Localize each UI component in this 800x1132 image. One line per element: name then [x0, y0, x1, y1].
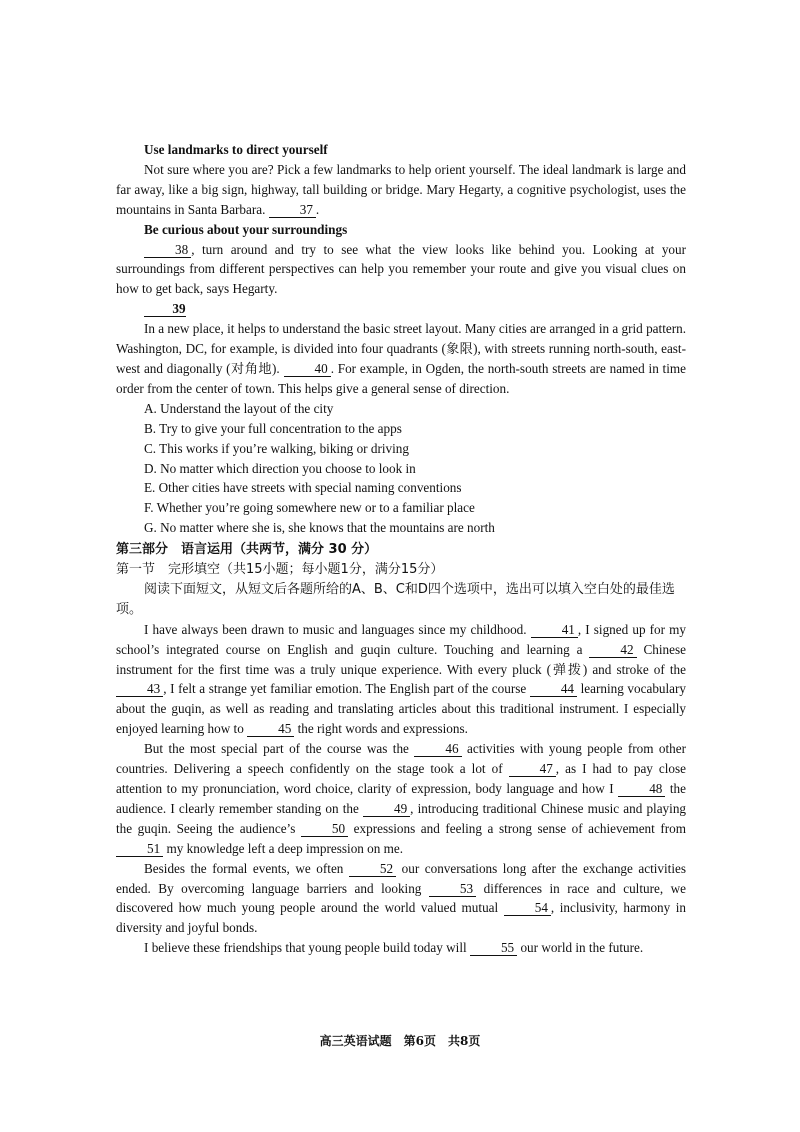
blank-49: 49: [363, 801, 410, 817]
cloze-text: the right words and expressions.: [297, 721, 468, 737]
cloze-text: activities with young people from other countries. Delivering a speech confidently on the stage took a lot of: [116, 741, 687, 777]
paragraph-text: . For example, in Ogden, the north-south streets are named in time order from the center of town. This helps give a general sense of direction.: [116, 360, 686, 396]
section1-title: 第一节 完形填空（共15小题；每小题1分，满分15分）: [116, 562, 444, 578]
blank-53: 53: [429, 881, 476, 897]
heading-landmarks: Use landmarks to direct yourself: [144, 142, 328, 157]
cloze-text: our conversations long after the exchange activities ended. By overcoming language barriers and looking: [116, 860, 687, 896]
option-d: D. No matter which direction you choose to look in: [144, 460, 416, 476]
option-b: B. Try to give your full concentration to the apps: [144, 420, 402, 436]
page-content: [116, 140, 686, 958]
blank-52: 52: [349, 861, 396, 877]
footer-page: 第6页: [403, 1034, 436, 1048]
page-footer: [0, 1032, 800, 1049]
cloze-paragraph-1: [116, 620, 686, 739]
footer-total: 共8页: [448, 1034, 481, 1048]
cloze-text: our world in the future.: [520, 940, 644, 956]
blank-54: 54: [504, 900, 551, 916]
footer-title: 高三英语试题: [319, 1034, 392, 1048]
blank-40: 40: [284, 361, 331, 377]
cloze-text: , as I had to pay close attention to my pronunciation, word choice, clarity of expression, body language and how I: [116, 761, 686, 796]
cloze-text: But the most special part of the course was the: [144, 741, 409, 757]
blank-48: 48: [618, 781, 665, 797]
blank-55: 55: [470, 940, 517, 956]
cloze-paragraph-2: [116, 739, 686, 858]
paragraph-text: In a new place, it helps to understand the basic street layout. Many cities are arranged in a grid pattern. Washington, DC, for example, is divided into four quadrants (象限), with streets running north-south, east-west and diagonally (对角地).: [116, 321, 686, 376]
blank-44: 44: [530, 681, 577, 697]
cloze-text: the audience. I clearly remember standing on the: [116, 781, 687, 816]
paragraph-layout: [116, 319, 686, 399]
heading-blank-39: [116, 299, 686, 319]
cloze-text: Chinese instrument for the first time was a truly unique experience. With every pluck (弹拨) and stroke of the: [116, 641, 686, 677]
cloze-text: , introducing traditional Chinese music and playing the guqin. Seeing the audience’s: [116, 800, 687, 836]
paragraph-landmarks: Not sure where you are? Pick a few landmarks to help orient yourself. The ideal landmark is large and far away, like a big sign, highway, tall building or bridge. Mary Hegarty, a cognitive psychologist, uses the mountains in Santa Barbara. 37 .: [116, 161, 686, 217]
cloze-text: expressions and feeling a strong sense of achievement from: [353, 820, 686, 836]
instructions: 阅读下面短文，从短文后各题所给的A、B、C和D四个选项中，选出可以填入空白处的最佳选项。: [116, 581, 675, 617]
paragraph-text: Not sure where you are? Pick a few landmarks to help orient yourself. The ideal landmark is large and far away, like a big sign, highway, tall building or bridge. Mary Hegarty, a cognitive psychologist, uses the mountains in Santa Barbara.: [116, 161, 686, 217]
blank-41: 41: [531, 622, 578, 638]
cloze-text: , I signed up for my school’s integrated course on English and guqin culture. Touching and learning a: [116, 621, 686, 657]
blank-51: 51: [116, 841, 163, 857]
option-f: F. Whether you’re going somewhere new or to a familiar place: [144, 500, 475, 516]
part3-title: 第三部分 语言运用（共两节，满分 30 分）: [116, 542, 378, 558]
blank-46: 46: [414, 741, 461, 757]
cloze-paragraph-4: [116, 938, 686, 958]
paragraph-curious: [116, 240, 686, 300]
option-g: G. No matter where she is, she knows that the mountains are north: [144, 520, 495, 536]
cloze-text: learning vocabulary about the guqin, as well as reading and translating articles about this traditional instrument. I especially enjoyed learning how to: [116, 681, 687, 737]
blank-50: 50: [301, 821, 348, 837]
cloze-text: I believe these friendships that young people build today will: [144, 940, 467, 956]
cloze-text: my knowledge left a deep impression on me.: [166, 840, 404, 856]
blank-37: 37: [269, 202, 316, 218]
options-list: [116, 399, 686, 538]
cloze-text: differences in race and culture, we discovered how much young people around the world valued mutual: [116, 880, 687, 916]
cloze-text: I have always been drawn to music and languages since my childhood.: [144, 621, 527, 637]
cloze-paragraph-3: [116, 859, 686, 939]
paragraph-text: , turn around and try to see what the view looks like behind you. Looking at your surroundings from different perspectives can help you remember your route and give you visual clues on how to get back, says Hegarty.: [116, 241, 686, 297]
blank-42: 42: [589, 642, 636, 658]
cloze-text: , I felt a strange yet familiar emotion. The English part of the course: [163, 681, 527, 697]
option-c: C. This works if you’re walking, biking or driving: [144, 440, 409, 456]
cloze-text: , inclusivity, harmony in diversity and joyful bonds.: [116, 900, 687, 936]
blank-38: 38: [144, 242, 191, 258]
heading-curious: Be curious about your surroundings: [144, 221, 348, 237]
option-e: E. Other cities have streets with special naming conventions: [144, 480, 462, 496]
cloze-text: Besides the formal events, we often: [144, 860, 344, 876]
blank-47: 47: [509, 761, 556, 777]
blank-45: 45: [247, 721, 294, 737]
blank-39: 39: [144, 301, 186, 317]
blank-43: 43: [116, 681, 163, 697]
option-a: A. Understand the layout of the city: [144, 400, 334, 416]
